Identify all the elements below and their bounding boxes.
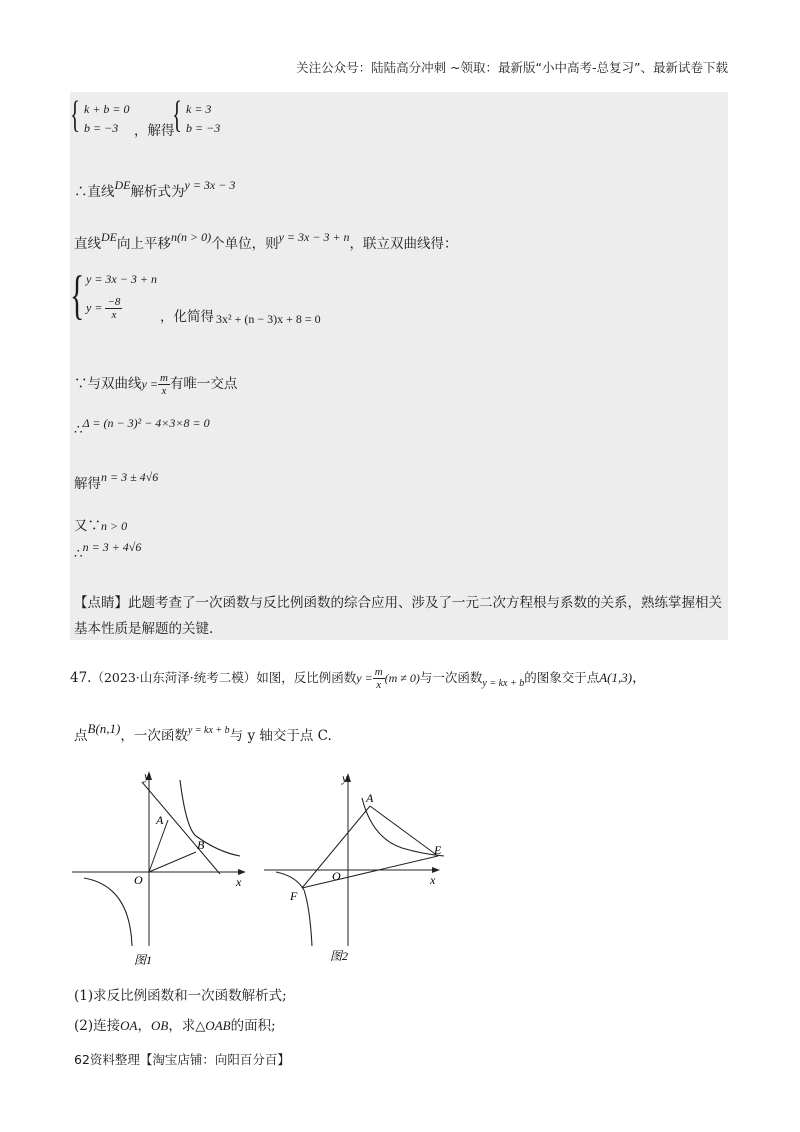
- page-footer: [74, 1050, 290, 1068]
- denominator: x: [161, 385, 167, 398]
- sys1-eq1: k + b = 0: [84, 102, 130, 116]
- math-eq: Δ = (n − 3)² − 4×3×8 = 0: [82, 416, 210, 430]
- text: ∴直线: [74, 184, 115, 200]
- figure-2-caption: 图2: [330, 949, 349, 963]
- page-header: 关注公众号：陆陆高分冲刺 ~领取：最新版“小中高考-总复习”、最新试卷下载: [296, 60, 728, 75]
- figure-2: [262, 768, 462, 968]
- fraction: [105, 296, 122, 321]
- solution-line-discriminant: [74, 416, 210, 438]
- sys2-eq2: [86, 296, 122, 321]
- numerator: −8: [107, 296, 121, 308]
- math-eq: n > 0: [101, 519, 128, 533]
- text: ，求: [168, 1018, 196, 1034]
- dianjing-note: 【点睛】此题考查了一次函数与反比例函数的综合应用、涉及了一元二次方程根与系数的关系，熟练掌握相关基本性质是解题的关键.: [74, 595, 722, 637]
- text: 直线: [74, 236, 101, 252]
- math: y =: [356, 671, 373, 686]
- text: 又∵: [74, 518, 101, 534]
- denominator: x: [376, 679, 382, 692]
- math: y =: [141, 377, 158, 392]
- text: 与 y 轴交于点 C.: [229, 728, 332, 744]
- math-eq: y = 3x − 3 + n: [278, 230, 350, 244]
- math-oa: OA: [120, 1018, 138, 1033]
- problem-47-line1: [70, 666, 646, 691]
- math-de: DE: [101, 230, 117, 244]
- sys1-res1: k = 3: [186, 102, 212, 116]
- text: ∵与双曲线: [74, 376, 142, 393]
- math: y = kx + b: [482, 678, 525, 690]
- solution-line-condition: [74, 514, 127, 534]
- figure-1-caption: 图1: [134, 953, 153, 967]
- sys2-res: 3x² + (n − 3)x + 8 = 0: [216, 312, 321, 326]
- numerator: m: [159, 372, 168, 384]
- figure-1: [70, 768, 250, 968]
- label-y: y: [342, 771, 348, 785]
- label-x: x: [236, 875, 242, 889]
- sys1-mid: ，解得: [134, 123, 175, 139]
- text: (2)连接: [74, 1018, 121, 1034]
- label-b: B: [197, 838, 205, 852]
- segment-ob: [149, 852, 196, 872]
- hyperbola-branch-3: [84, 878, 132, 946]
- label-x: x: [430, 873, 436, 887]
- problem-source: （2023·山东菏泽·统考二模）如图，反比例函数: [91, 670, 357, 686]
- label-f: F: [290, 889, 298, 903]
- label-a: A: [366, 791, 374, 805]
- hyperbola-branch-1: [180, 780, 240, 856]
- sys1-eq2: b = −3: [84, 121, 119, 135]
- label-e: E: [434, 843, 442, 857]
- label-o: O: [332, 869, 341, 883]
- problem-47-line2: [74, 721, 332, 744]
- text: 的图象交于点: [524, 670, 600, 686]
- math-triangle: △OAB: [195, 1018, 231, 1033]
- text: 有唯一交点: [169, 376, 238, 393]
- solution-line-de: [74, 180, 235, 200]
- math-eq: n = 3 ± 4√6: [101, 470, 159, 484]
- text: 的面积;: [230, 1018, 276, 1034]
- sys2-mid: ，化简得: [160, 309, 214, 325]
- text: ，: [137, 1018, 151, 1034]
- solution-panel: [70, 92, 728, 640]
- text: ，联立双曲线得：: [349, 236, 458, 252]
- math: y =: [86, 300, 103, 315]
- math-ob: OB: [150, 1018, 169, 1033]
- text: ，一次函数: [120, 728, 188, 744]
- left-brace: {: [70, 94, 81, 136]
- question-2: [74, 1014, 276, 1034]
- text: ∴: [74, 546, 83, 562]
- math: y = kx + b: [187, 725, 230, 736]
- text: 与一次函数: [419, 670, 483, 686]
- math-eq: y = 3x − 3: [184, 178, 236, 192]
- label-o: O: [134, 873, 143, 887]
- question-1: (1)求反比例函数和一次函数解析式;: [74, 988, 287, 1004]
- math: (m ≠ 0): [384, 671, 420, 686]
- denominator: x: [111, 309, 117, 322]
- sys2-eq1: y = 3x − 3 + n: [86, 272, 157, 286]
- sys1-res2: b = −3: [186, 121, 221, 135]
- label-a: A: [156, 813, 164, 827]
- solution-line-result: [74, 540, 142, 562]
- segment-fe: [302, 856, 438, 888]
- solution-line-shift: [74, 232, 458, 252]
- text: 向上平移: [117, 236, 171, 252]
- footer-text: 资料整理【淘宝店铺：向阳百分百】: [89, 1052, 290, 1067]
- fraction: [158, 372, 170, 397]
- math-eq: n = 3 + 4√6: [82, 540, 142, 554]
- text: ∴: [74, 422, 83, 438]
- hyperbola-branch-1: [362, 798, 444, 856]
- text: ，: [632, 670, 646, 687]
- math: A(1,3): [599, 670, 633, 686]
- math-n: n(n > 0): [171, 230, 212, 244]
- text: 个单位，则: [211, 236, 279, 252]
- segment-oa: [149, 820, 168, 872]
- math-de: DE: [114, 178, 131, 192]
- solution-line-solve: [74, 472, 158, 492]
- text: 解析式为: [130, 184, 185, 200]
- problem-number: 47.: [70, 670, 92, 687]
- page-number: 62: [74, 1052, 90, 1067]
- text: 点: [74, 728, 88, 744]
- fraction: [373, 666, 385, 691]
- label-y: y: [144, 769, 150, 783]
- left-brace: {: [70, 265, 85, 325]
- text: 解得: [74, 476, 101, 492]
- solution-line-hyperbola: [74, 372, 237, 397]
- math: B(n,1): [87, 721, 121, 736]
- numerator: m: [374, 666, 383, 678]
- left-brace: {: [172, 94, 183, 136]
